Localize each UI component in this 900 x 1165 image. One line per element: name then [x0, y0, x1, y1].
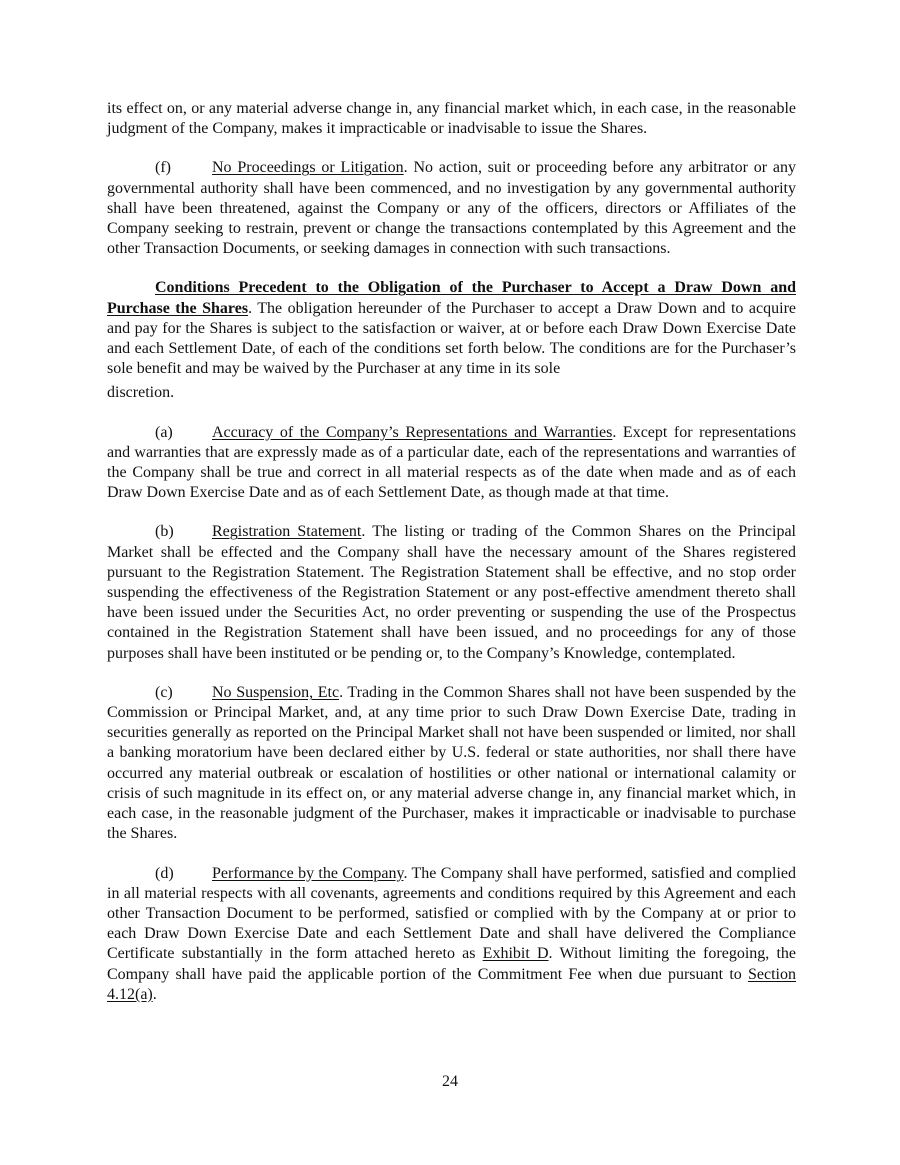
- item-b-body: . The listing or trading of the Common Shares on the Principal Market shall be effected and the Company shall have the necessary amount of the Shares registered pursuant to the Registration Statement. The Registration Statement shall be effective, and no stop order suspending the effectiveness of the Registration Statement or any post-effective amendment thereto shall have been issued under the Securities Act, no order preventing or suspending the use of the Prospectus contained in the Registration Statement shall have been issued, and no proceedings for any of those purposes shall have been instituted or be pending or, to the Company’s Knowledge, contemplated.: [107, 523, 796, 662]
- item-a-label: (a): [155, 423, 173, 441]
- item-f-body: . No action, suit or proceeding before any arbitrator or any governmental authority shall have been commenced, and no investigation by any governmental authority shall have been threatened, against the Company or any of the officers, directors or Affiliates of the Company seeking to restrain, prevent or change the transactions contemplated by this Agreement and the other Transaction Documents, or seeking damages in connection with such transactions.: [107, 159, 797, 258]
- carryover-text: its effect on, or any material adverse change in, any financial market which, in each case, in the reasonable judgment of the Company, makes it impracticable or inadvisable to issue the Shares.: [107, 100, 796, 138]
- item-c-heading: No Suspension, Etc: [212, 683, 340, 701]
- item-b-label: (b): [155, 523, 174, 541]
- item-c-label: (c): [155, 683, 173, 701]
- item-d-body-1: . The Company shall have performed, satisfied and complied in all material respects with all covenants, agreements and conditions required by this Agreement and each other Transaction Document to be performed, satisfied or complied with by the Company at or prior to each Draw Down Exercise Date and each Settlement Date and shall have delivered the Compliance Certificate substantially in the form attached hereto as: [107, 864, 796, 963]
- item-a-body: . Except for representations and warranties that are expressly made as of a particular date, each of the representations and warranties of the Company shall be true and correct in all material respects as of the date when made and as of each Draw Down Exercise Date and as of each Settlement Date, as though made at that time.: [107, 423, 796, 502]
- item-c-body: . Trading in the Common Shares shall not have been suspended by the Commission or Principal Market, and, at any time prior to such Draw Down Exercise Date, trading in securities generally as reported on the Principal Market shall not have been suspended or limited, nor shall a banking moratorium have been declared either by U.S. federal or state authorities, nor shall there have occurred any material outbreak or escalation of hostilities or other national or international calamity or crisis of such magnitude in its effect on, or any material adverse change in, any financial market which, in each case, in the reasonable judgment of the Purchaser, makes it impracticable or inadvisable to purchase the Shares.: [107, 683, 797, 843]
- item-b-heading: Registration Statement: [212, 523, 362, 541]
- section-body-end: discretion.: [107, 384, 175, 402]
- item-a-paragraph: [107, 423, 796, 504]
- item-c-paragraph: [107, 683, 796, 845]
- section-4-12a-link[interactable]: Section 4.12(a): [107, 965, 796, 1003]
- item-f-paragraph: [107, 158, 796, 259]
- item-d-label: (d): [155, 864, 174, 882]
- carryover-paragraph: [107, 99, 796, 139]
- item-d-heading: Performance by the Company: [212, 864, 404, 882]
- document-page: [107, 99, 796, 1005]
- item-b-paragraph: [107, 522, 796, 663]
- item-d-body-3: .: [152, 985, 157, 1003]
- exhibit-d-link[interactable]: Exhibit D: [482, 945, 549, 963]
- section-heading: Conditions Precedent to the Obligation of the Purchaser to Accept a Draw Down and Purchase the Shares: [107, 279, 796, 317]
- section-paragraph: [107, 278, 796, 403]
- item-a-heading: Accuracy of the Company’s Representations and Warranties: [212, 423, 613, 441]
- page-number: 24: [442, 1073, 458, 1090]
- item-d-body-2: . Without limiting the foregoing, the Company shall have paid the applicable portion of the Commitment Fee when due pursuant to: [107, 945, 797, 983]
- item-f-heading: No Proceedings or Litigation: [212, 159, 404, 177]
- item-f-label: (f): [155, 159, 171, 177]
- section-body: . The obligation hereunder of the Purchaser to accept a Draw Down and to acquire and pay for the Shares is subject to the satisfaction or waiver, at or before each Draw Down Exercise Date and each Settlement Date, of each of the conditions set forth below. The conditions are for the Purchaser’s sole benefit and may be waived by the Purchaser at any time in its sole: [107, 299, 797, 378]
- item-d-paragraph: [107, 864, 796, 1005]
